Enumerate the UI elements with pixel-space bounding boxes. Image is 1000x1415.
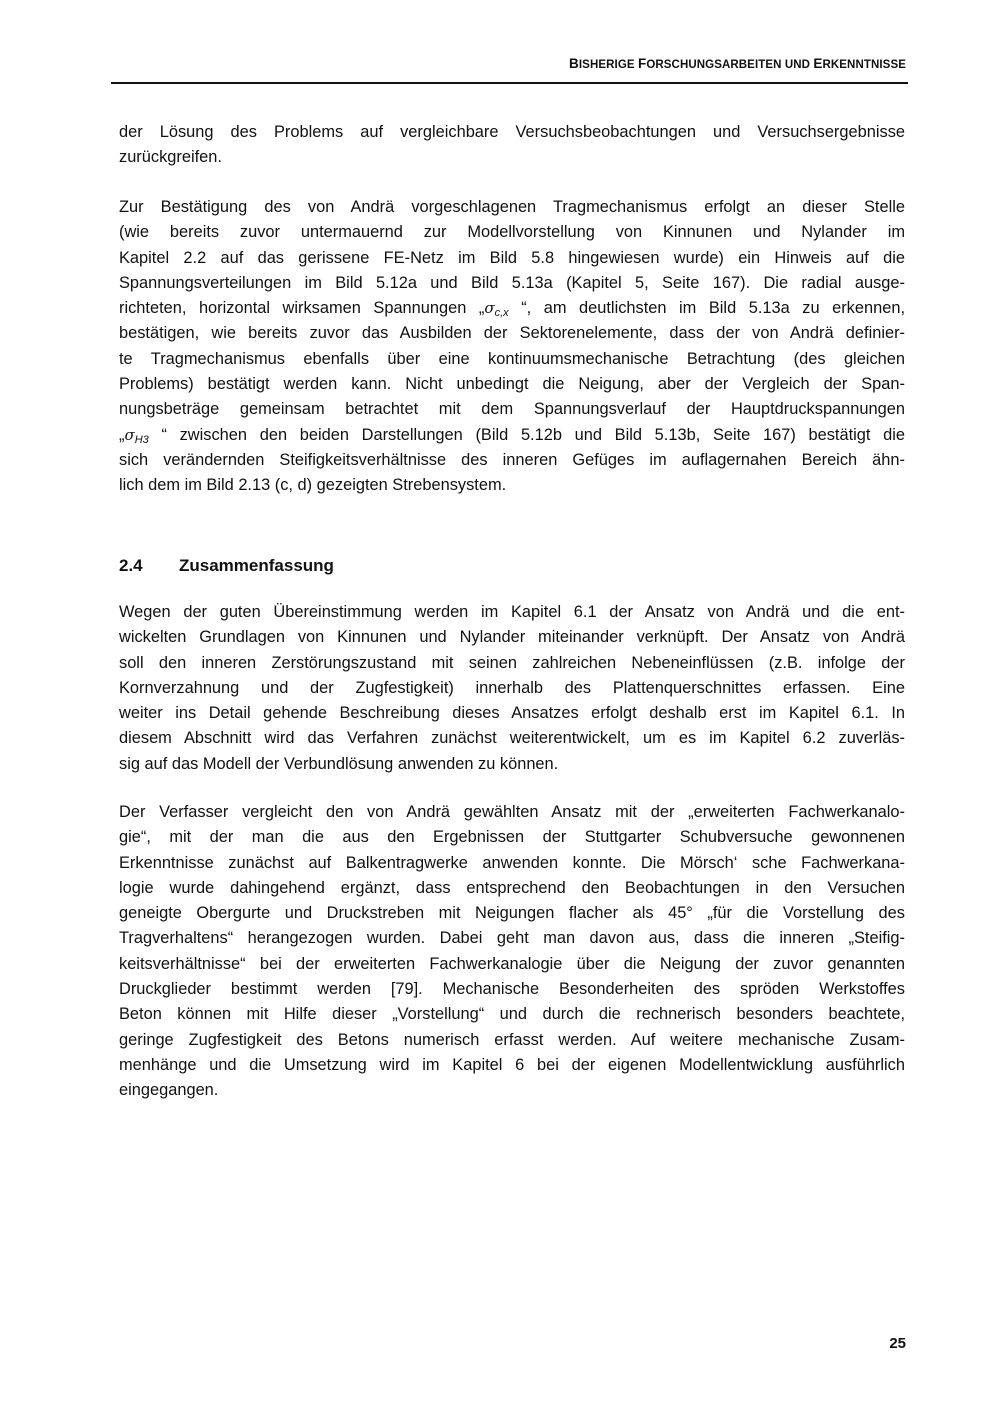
text-line: logie wurde dahingehend ergänzt, dass entsprechend den Beobachtungen in den Versuchen	[119, 878, 905, 897]
text-line: eingegangen.	[119, 1081, 219, 1100]
text-line: Wegen der guten Übereinstimmung werden im Kapitel 6.1 der Ansatz von Andrä und die ent-	[119, 603, 905, 621]
section-paragraph-1	[119, 600, 905, 777]
text-line: keitsverhältnisse“ bei der erweiterten Fachwerkanalogie über die Neigung der zuvor genannten	[119, 954, 905, 973]
text-line: der Lösung des Problems auf vergleichbare Versuchsbeobachtungen und Versuchsergebnisse	[119, 123, 905, 141]
text-line: nungsbeträge gemeinsam betrachtet mit dem Spannungsverlauf der Hauptdruckspannungen	[119, 400, 905, 419]
header-rest-1: ISHERIGE	[578, 59, 638, 71]
header-cap-3: E	[813, 56, 823, 71]
sigma-h3-symbol: $\sigma_{H3}$	[124, 425, 149, 446]
text-line: soll den inneren Zerstörungszustand mit seinen zahlreichen Nebeneinflüssen (z.B. infolge der	[119, 653, 905, 672]
text-line: bestätigen, wie bereits zuvor das Ausbilden der Sektorenelemente, dass der von Andrä definier-	[119, 324, 905, 343]
text-line: wickelten Grundlagen von Kinnunen und Nylander miteinander verknüpft. Der Ansatz von Andrä	[119, 628, 905, 647]
header-cap-1: B	[569, 56, 579, 71]
text-line: lich dem im Bild 2.13 (c, d) gezeigten Strebensystem.	[119, 476, 507, 495]
text-line: (wie bereits zuvor untermauernd zur Modellvorstellung von Kinnunen und Nylander im	[119, 223, 905, 242]
text-line: Kapitel 2.2 auf das gerissene FE-Netz im Bild 5.8 hingewiesen wurde) ein Hinweis auf die	[119, 248, 905, 267]
text-line: te Tragmechanismus ebenfalls über eine kontinuumsmechanische Betrachtung (des gleichen	[119, 349, 905, 368]
text-line: diesem Abschnitt wird das Verfahren zunächst weiterentwickelt, um es im Kapitel 6.2 zuverläs-	[119, 729, 905, 748]
text-line: geneigte Obergurte und Druckstreben mit Neigungen flacher als 45° „für die Vorstellung des	[119, 904, 905, 923]
text-line: Problems) bestätigt werden kann. Nicht unbedingt die Neigung, aber der Vergleich der Span-	[119, 375, 905, 394]
text-line: zurückgreifen.	[119, 148, 222, 167]
page-number: 25	[889, 1335, 906, 1352]
text-line: weiter ins Detail gehende Beschreibung dieses Ansatzes erfolgt deshalb erst im Kapitel 6.1. In	[119, 704, 905, 723]
text-line: gie“, mit der man die aus den Ergebnissen der Stuttgarter Schubversuche gewonnenen	[119, 828, 905, 847]
sigma-cx-symbol: $\sigma_{c,x}$	[484, 299, 509, 320]
header-rest-2: ORSCHUNGSARBEITEN UND	[646, 59, 814, 71]
text-line: Beton können mit Hilfe dieser „Vorstellung“ und durch die rechnerisch besonders beachtete,	[119, 1005, 905, 1024]
text-line-with-sigma-cx: richteten, horizontal wirksamen Spannungen $„\sigma_{c,x}$ “, am deutlichsten im Bild 5.13a zu erkennen,	[119, 299, 905, 320]
paragraph-2	[119, 195, 905, 499]
text-line: sich verändernden Steifigkeitsverhältnisse des inneren Gefüges im auflagernahen Bereich ähn-	[119, 450, 905, 469]
text-line: geringe Zugfestigkeit des Betons numerisch erfasst werden. Auf weitere mechanische Zusam-	[119, 1030, 905, 1049]
text-line: menhänge und die Umsetzung wird im Kapitel 6 bei der eigenen Modellentwicklung ausführlich	[119, 1055, 905, 1074]
header-rule	[111, 82, 908, 84]
section-number: 2.4	[119, 556, 143, 575]
text-line: Druckglieder bestimmt werden [79]. Mechanische Besonderheiten des spröden Werkstoffes	[119, 980, 905, 999]
text-line: Spannungsverteilungen im Bild 5.12a und Bild 5.13a (Kapitel 5, Seite 167). Die radial ausge-	[119, 273, 905, 292]
header-rest-3: RKENNTNISSE	[822, 59, 906, 71]
text-line: Der Verfasser vergleicht den von Andrä gewählten Ansatz mit der „erweiterten Fachwerkanalo-	[119, 803, 905, 821]
text-line: Tragverhaltens“ herangezogen wurden. Dabei geht man davon aus, dass die inneren „Steifig-	[119, 929, 905, 948]
text-line: Erkenntnisse zunächst auf Balkentragwerke anwenden konnte. Die Mörsch‘ sche Fachwerkana-	[119, 853, 905, 872]
section-heading	[119, 556, 334, 576]
text-line: Kornverzahnung und der Zugfestigkeit) innerhalb des Plattenquerschnittes erfassen. Eine	[119, 678, 905, 697]
section-title: Zusammenfassung	[179, 556, 334, 575]
section-paragraph-2	[119, 800, 905, 1104]
header-cap-2: F	[637, 56, 647, 71]
text-line: Zur Bestätigung des von Andrä vorgeschlagenen Tragmechanismus erfolgt an dieser Stelle	[119, 198, 905, 216]
paragraph-1	[119, 120, 905, 171]
text-line-with-sigma-h3: $„\sigma_{H3}$ “ zwischen den beiden Darstellungen (Bild 5.12b und Bild 5.13b, Seite 167) bestätigt die	[119, 425, 905, 446]
text-line: sig auf das Modell der Verbundlösung anwenden zu können.	[119, 754, 559, 773]
running-header	[112, 56, 906, 71]
